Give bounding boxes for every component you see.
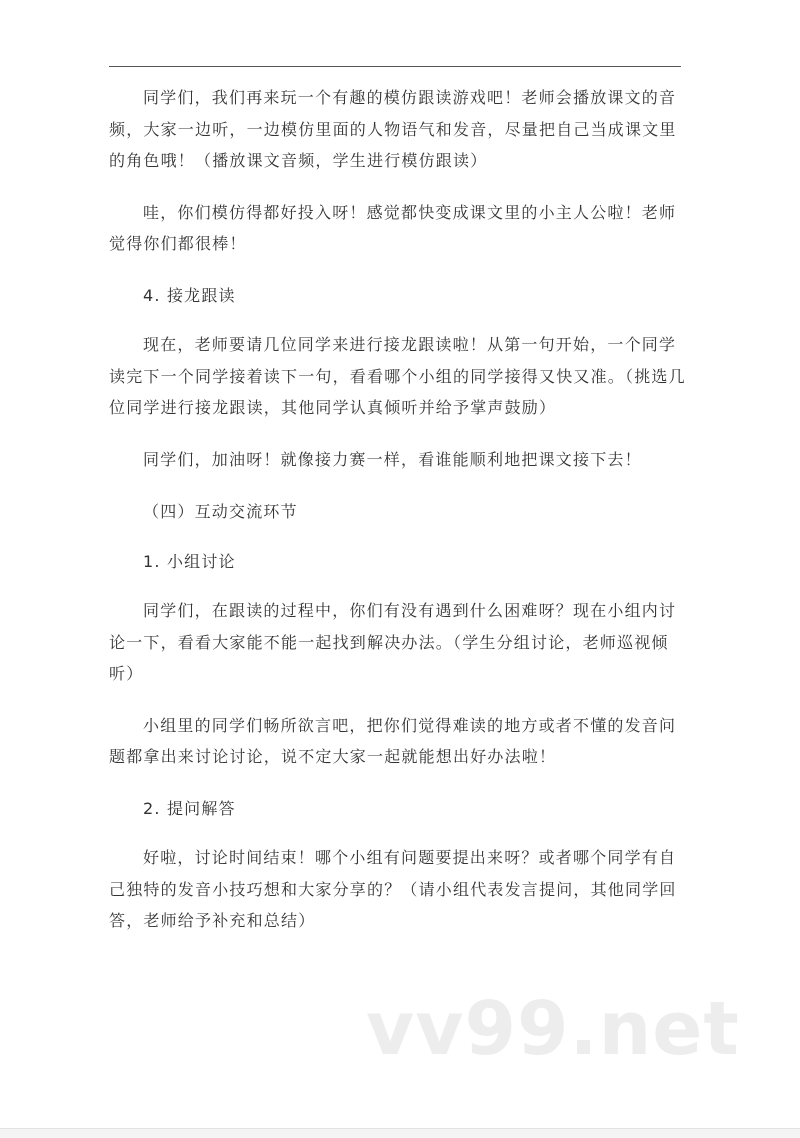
paragraph-imitation-game: 同学们，我们再来玩一个有趣的模仿跟读游戏吧！老师会播放课文的音频，大家一边听，一边模仿里面的人物语气和发音，尽量把自己当成课文里的角色哦！（播放课文音频，学生进行模仿跟读） — [109, 88, 677, 170]
paragraph-discussion-prompt: 同学们，在跟读的过程中，你们有没有遇到什么困难呀？现在小组内讨论一下，看看大家能不能一起找到解决办法。（学生分组讨论，老师巡视倾听） — [109, 601, 677, 683]
section-heading-group-discussion: 1. 小组讨论 — [143, 551, 236, 571]
section-heading-relay-reading: 4. 接龙跟读 — [143, 285, 236, 305]
paragraph-relay-encouragement: 同学们，加油呀！就像接力赛一样，看谁能顺利地把课文接下去！ — [143, 449, 642, 469]
document-body — [109, 82, 689, 957]
section-heading-questions: 2. 提问解答 — [143, 798, 236, 818]
paragraph-relay-instructions: 现在，老师要请几位同学来进行接龙跟读啦！从第一句开始，一个同学读完下一个同学接着读下一句，看看哪个小组的同学接得又快又准。（挑选几位同学进行接龙跟读，其他同学认真倾听并给予掌声鼓励） — [109, 335, 686, 417]
section-heading-interaction: （四）互动交流环节 — [143, 502, 298, 521]
paragraph-discussion-encouragement: 小组里的同学们畅所欲言吧，把你们觉得难读的地方或者不懂的发音问题都拿出来讨论讨论，说不定大家一起就能想出好办法啦！ — [109, 715, 677, 766]
paragraph-imitation-praise: 哇，你们模仿得都好投入呀！感觉都快变成课文里的小主人公啦！老师觉得你们都很棒！ — [109, 202, 677, 253]
header-rule — [109, 66, 681, 67]
paragraph-questions-prompt: 好啦，讨论时间结束！哪个小组有问题要提出来呀？或者哪个同学有自己独特的发音小技巧想和大家分享的？（请小组代表发言提问，其他同学回答，老师给予补充和总结） — [109, 848, 677, 930]
site-watermark: vv99.net — [366, 986, 740, 1072]
